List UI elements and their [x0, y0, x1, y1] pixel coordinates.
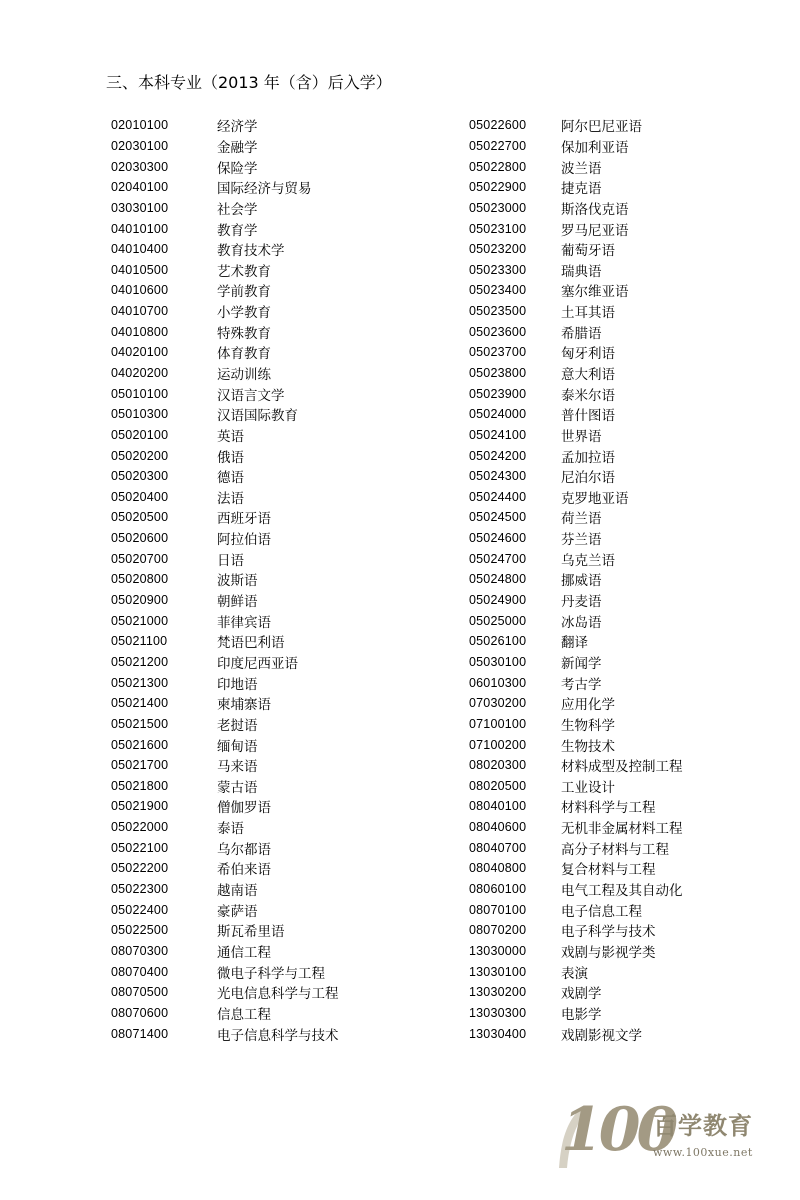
major-code: 05024000 — [469, 407, 527, 422]
major-row — [469, 445, 683, 466]
major-name: 汉语言文学 — [217, 387, 285, 404]
major-row — [469, 363, 683, 384]
major-name: 国际经济与贸易 — [217, 181, 312, 198]
major-code: 05023700 — [469, 345, 527, 360]
major-code: 05022400 — [111, 902, 169, 917]
major-name: 希伯来语 — [217, 862, 271, 879]
major-code: 08040800 — [469, 861, 527, 876]
major-name: 金融学 — [217, 139, 258, 156]
major-code: 05024300 — [469, 469, 527, 484]
major-name: 俄语 — [217, 449, 244, 466]
major-code: 04010600 — [111, 283, 169, 298]
major-name: 波兰语 — [561, 160, 602, 177]
major-row — [111, 817, 339, 838]
major-name: 戏剧影视文学 — [561, 1027, 642, 1044]
major-row — [469, 115, 683, 136]
major-code: 08070300 — [111, 943, 169, 958]
major-code: 05021600 — [111, 737, 169, 752]
major-name: 翻译 — [561, 635, 588, 652]
major-row — [469, 1003, 683, 1024]
major-name: 表演 — [561, 965, 588, 982]
major-row — [111, 1023, 339, 1044]
major-code: 05022800 — [469, 159, 527, 174]
major-code: 05022600 — [469, 118, 527, 133]
major-code: 05024900 — [469, 593, 527, 608]
major-row — [111, 507, 339, 528]
major-row — [469, 837, 683, 858]
major-name: 体育教育 — [217, 346, 271, 363]
major-code: 05023500 — [469, 304, 527, 319]
major-code: 08071400 — [111, 1026, 169, 1041]
major-name: 匈牙利语 — [561, 346, 615, 363]
major-code: 08040700 — [469, 840, 527, 855]
major-row — [111, 280, 339, 301]
major-name: 艺术教育 — [217, 263, 271, 280]
major-name: 缅甸语 — [217, 738, 258, 755]
major-name: 意大利语 — [561, 367, 615, 383]
major-code: 08070500 — [111, 985, 169, 1000]
major-code: 04010500 — [111, 262, 169, 277]
major-name: 电子信息工程 — [561, 903, 642, 920]
major-code: 05020600 — [111, 531, 169, 546]
major-code: 08070100 — [469, 902, 527, 917]
major-row — [469, 528, 683, 549]
major-code: 06010300 — [469, 675, 527, 690]
major-code: 05023400 — [469, 283, 527, 298]
major-name: 电影学 — [561, 1006, 602, 1023]
major-row — [111, 961, 339, 982]
major-code: 05023300 — [469, 262, 527, 277]
major-name: 法语 — [217, 490, 244, 507]
major-code: 05021900 — [111, 799, 169, 814]
major-name: 波斯语 — [217, 573, 258, 590]
major-row — [111, 631, 339, 652]
major-name: 日语 — [217, 552, 244, 569]
major-row — [469, 1023, 683, 1044]
major-code: 05020300 — [111, 469, 169, 484]
major-code: 05021200 — [111, 654, 169, 669]
major-list-right-column — [469, 115, 683, 1044]
major-name: 泰语 — [217, 821, 244, 838]
major-name: 德语 — [217, 470, 244, 487]
major-row — [111, 177, 339, 198]
major-row — [469, 466, 683, 487]
major-row — [111, 528, 339, 549]
major-code: 08040100 — [469, 799, 527, 814]
major-code: 05022700 — [469, 138, 527, 153]
major-row — [469, 280, 683, 301]
major-name: 挪威语 — [561, 573, 602, 590]
major-code: 05021300 — [111, 675, 169, 690]
major-name: 菲律宾语 — [217, 614, 271, 631]
major-name: 梵语巴利语 — [217, 635, 285, 652]
major-row — [469, 631, 683, 652]
major-row — [469, 590, 683, 611]
major-code: 04010100 — [111, 221, 169, 236]
major-name: 斯瓦希里语 — [217, 924, 285, 941]
major-name: 学前教育 — [217, 284, 271, 301]
major-row — [111, 941, 339, 962]
major-row — [111, 858, 339, 879]
major-code: 05025000 — [469, 613, 527, 628]
major-name: 葡萄牙语 — [561, 243, 615, 260]
major-name: 应用化学 — [561, 697, 615, 714]
major-name: 土耳其语 — [561, 305, 615, 322]
major-code: 05021800 — [111, 778, 169, 793]
major-row — [111, 487, 339, 508]
major-row — [469, 259, 683, 280]
major-name: 复合材料与工程 — [561, 862, 656, 879]
major-row — [469, 569, 683, 590]
major-name: 汉语国际教育 — [217, 408, 298, 425]
major-name: 电子科学与技术 — [561, 924, 656, 941]
major-name: 小学教育 — [217, 305, 271, 322]
major-row — [469, 982, 683, 1003]
major-name: 捷克语 — [561, 181, 602, 198]
major-code: 05021500 — [111, 716, 169, 731]
major-code: 05020800 — [111, 572, 169, 587]
major-row — [469, 404, 683, 425]
major-code: 05024400 — [469, 489, 527, 504]
major-row — [469, 548, 683, 569]
major-row — [111, 879, 339, 900]
major-name: 微电子科学与工程 — [217, 965, 325, 982]
watermark-brand: 百学教育 — [653, 1111, 753, 1140]
major-row — [111, 693, 339, 714]
major-code: 05030100 — [469, 654, 527, 669]
major-code: 08070200 — [469, 923, 527, 938]
major-name: 电气工程及其自动化 — [561, 883, 683, 900]
major-row — [111, 342, 339, 363]
watermark-logo — [553, 1095, 753, 1178]
major-row — [111, 404, 339, 425]
major-code: 13030200 — [469, 985, 527, 1000]
major-code: 05021000 — [111, 613, 169, 628]
major-row — [111, 899, 339, 920]
major-name: 考古学 — [561, 676, 602, 693]
major-name: 罗马尼亚语 — [561, 222, 629, 239]
major-name: 无机非金属材料工程 — [561, 821, 683, 838]
major-name: 马来语 — [217, 759, 258, 776]
major-name: 越南语 — [217, 883, 258, 900]
major-code: 04020200 — [111, 366, 169, 380]
major-row — [469, 425, 683, 446]
major-code: 05022300 — [111, 882, 169, 897]
major-name: 孟加拉语 — [561, 449, 615, 466]
major-name: 僧伽罗语 — [217, 800, 271, 817]
major-name: 冰岛语 — [561, 614, 602, 631]
major-code: 04010700 — [111, 304, 169, 319]
major-name: 电子信息科学与技术 — [217, 1027, 339, 1044]
major-row — [469, 652, 683, 673]
major-code: 05020500 — [111, 510, 169, 525]
major-row — [111, 218, 339, 239]
major-code: 05020700 — [111, 551, 169, 566]
major-row — [469, 899, 683, 920]
major-row — [469, 796, 683, 817]
major-row — [111, 301, 339, 322]
major-name: 材料科学与工程 — [561, 800, 656, 817]
major-row — [469, 487, 683, 508]
major-name: 西班牙语 — [217, 511, 271, 528]
major-name: 尼泊尔语 — [561, 470, 615, 487]
major-code: 08020300 — [469, 758, 527, 773]
major-row — [469, 610, 683, 631]
major-name: 普什图语 — [561, 408, 615, 425]
major-code: 02030300 — [111, 159, 169, 174]
major-code: 05020400 — [111, 489, 169, 504]
major-row — [111, 466, 339, 487]
major-row — [469, 879, 683, 900]
major-code: 05023800 — [469, 366, 527, 380]
major-code: 05010300 — [111, 407, 169, 422]
major-name: 丹麦语 — [561, 594, 602, 611]
major-name: 克罗地亚语 — [561, 490, 629, 507]
major-name: 塞尔维亚语 — [561, 284, 629, 301]
major-name: 瑞典语 — [561, 263, 602, 280]
major-row — [111, 363, 339, 384]
major-row — [111, 321, 339, 342]
major-code: 05022000 — [111, 820, 169, 835]
major-name: 保加利亚语 — [561, 139, 629, 156]
major-row — [111, 920, 339, 941]
major-code: 05022500 — [111, 923, 169, 938]
major-row — [111, 548, 339, 569]
major-name: 戏剧与影视学类 — [561, 944, 656, 961]
major-code: 05023100 — [469, 221, 527, 236]
major-row — [111, 734, 339, 755]
major-row — [111, 156, 339, 177]
major-row — [111, 259, 339, 280]
major-name: 乌克兰语 — [561, 552, 615, 569]
major-name: 阿拉伯语 — [217, 532, 271, 549]
major-name: 戏剧学 — [561, 986, 602, 1003]
major-row — [111, 755, 339, 776]
major-row — [111, 425, 339, 446]
major-name: 工业设计 — [561, 779, 615, 796]
major-row — [111, 1003, 339, 1024]
major-code: 05020200 — [111, 448, 169, 463]
major-code: 08070400 — [111, 964, 169, 979]
major-name: 材料成型及控制工程 — [561, 759, 683, 776]
major-row — [111, 383, 339, 404]
major-row — [469, 693, 683, 714]
major-row — [111, 982, 339, 1003]
major-row — [111, 672, 339, 693]
major-row — [469, 156, 683, 177]
major-row — [469, 817, 683, 838]
major-row — [469, 961, 683, 982]
major-code: 05022200 — [111, 861, 169, 876]
major-code: 05021700 — [111, 758, 169, 773]
major-row — [111, 590, 339, 611]
major-row — [111, 198, 339, 219]
major-row — [469, 301, 683, 322]
major-code: 05023000 — [469, 200, 527, 215]
major-code: 05022100 — [111, 840, 169, 855]
major-name: 教育学 — [217, 222, 258, 239]
major-code: 08060100 — [469, 882, 527, 897]
major-code: 05020100 — [111, 427, 169, 442]
major-row — [469, 941, 683, 962]
watermark-number: 100 — [561, 1095, 675, 1165]
major-row — [469, 734, 683, 755]
major-code: 07030200 — [469, 696, 527, 711]
major-code: 05023600 — [469, 324, 527, 339]
major-name: 英语 — [217, 428, 244, 445]
section-heading: 三、本科专业（2013 年（含）后入学） — [106, 73, 392, 92]
major-name: 新闻学 — [561, 655, 602, 672]
major-name: 高分子材料与工程 — [561, 841, 669, 858]
major-code: 05024600 — [469, 531, 527, 546]
major-code: 05021100 — [111, 634, 168, 649]
major-row — [111, 610, 339, 631]
major-row — [111, 569, 339, 590]
major-code: 05021400 — [111, 696, 169, 711]
major-name: 教育技术学 — [217, 243, 285, 260]
major-code: 05024700 — [469, 551, 527, 566]
watermark-url: www.100xue.net — [653, 1146, 753, 1159]
major-row — [469, 755, 683, 776]
major-name: 社会学 — [217, 201, 258, 218]
major-name: 印地语 — [217, 676, 258, 693]
major-row — [469, 321, 683, 342]
major-name: 斯洛伐克语 — [561, 201, 629, 218]
major-name: 世界语 — [561, 428, 602, 445]
major-row — [111, 652, 339, 673]
major-name: 保险学 — [217, 160, 258, 177]
major-row — [111, 776, 339, 797]
major-code: 08020500 — [469, 778, 527, 793]
major-row — [111, 115, 339, 136]
major-code: 07100100 — [469, 716, 527, 731]
major-code: 03030100 — [111, 200, 169, 215]
major-name: 生物科学 — [561, 717, 615, 734]
major-name: 希腊语 — [561, 325, 602, 342]
major-row — [469, 672, 683, 693]
major-row — [111, 837, 339, 858]
major-name: 信息工程 — [217, 1006, 271, 1023]
major-name: 朝鲜语 — [217, 594, 258, 611]
major-code: 05024200 — [469, 448, 527, 463]
major-name: 老挝语 — [217, 717, 258, 734]
major-row — [469, 136, 683, 157]
major-code: 04010800 — [111, 324, 169, 339]
major-code: 05024100 — [469, 427, 527, 442]
major-code: 13030300 — [469, 1005, 527, 1020]
major-name: 芬兰语 — [561, 532, 602, 549]
major-name: 特殊教育 — [217, 325, 271, 342]
major-row — [469, 920, 683, 941]
major-row — [469, 198, 683, 219]
major-row — [111, 136, 339, 157]
major-row — [111, 445, 339, 466]
major-name: 荷兰语 — [561, 511, 602, 528]
major-name: 印度尼西亚语 — [217, 655, 298, 672]
major-row — [111, 796, 339, 817]
major-row — [469, 177, 683, 198]
major-name: 蒙古语 — [217, 779, 258, 796]
major-name: 乌尔都语 — [217, 841, 271, 858]
major-row — [469, 507, 683, 528]
major-name: 柬埔寨语 — [217, 697, 271, 714]
major-row — [111, 239, 339, 260]
major-row — [469, 218, 683, 239]
major-code: 13030000 — [469, 943, 527, 958]
major-code: 13030100 — [469, 964, 527, 979]
major-row — [469, 776, 683, 797]
major-name: 生物技术 — [561, 738, 615, 755]
major-name: 豪萨语 — [217, 903, 258, 920]
major-code: 02040100 — [111, 180, 169, 195]
major-code: 05010100 — [111, 386, 169, 401]
major-code: 05023900 — [469, 386, 527, 401]
major-name: 泰米尔语 — [561, 387, 615, 404]
major-list-left-column — [111, 115, 339, 1044]
major-row — [111, 714, 339, 735]
major-code: 08070600 — [111, 1005, 169, 1020]
major-code: 05024800 — [469, 572, 527, 587]
major-code: 05026100 — [469, 634, 527, 649]
major-code: 02010100 — [111, 118, 169, 133]
major-code: 05023200 — [469, 242, 527, 257]
major-name: 经济学 — [217, 119, 258, 136]
major-row — [469, 239, 683, 260]
major-code: 04010400 — [111, 242, 169, 257]
major-code: 04020100 — [111, 345, 169, 360]
major-row — [469, 714, 683, 735]
major-row — [469, 383, 683, 404]
major-code: 05024500 — [469, 510, 527, 525]
major-code: 05020900 — [111, 593, 169, 608]
major-code: 07100200 — [469, 737, 527, 752]
major-row — [469, 342, 683, 363]
major-name: 光电信息科学与工程 — [217, 986, 339, 1003]
major-code: 02030100 — [111, 138, 169, 153]
major-code: 08040600 — [469, 820, 527, 835]
major-row — [469, 858, 683, 879]
major-name: 运动训练 — [217, 367, 271, 383]
major-code: 05022900 — [469, 180, 527, 195]
major-name: 阿尔巴尼亚语 — [561, 119, 642, 136]
major-name: 通信工程 — [217, 944, 271, 961]
major-code: 13030400 — [469, 1026, 527, 1041]
